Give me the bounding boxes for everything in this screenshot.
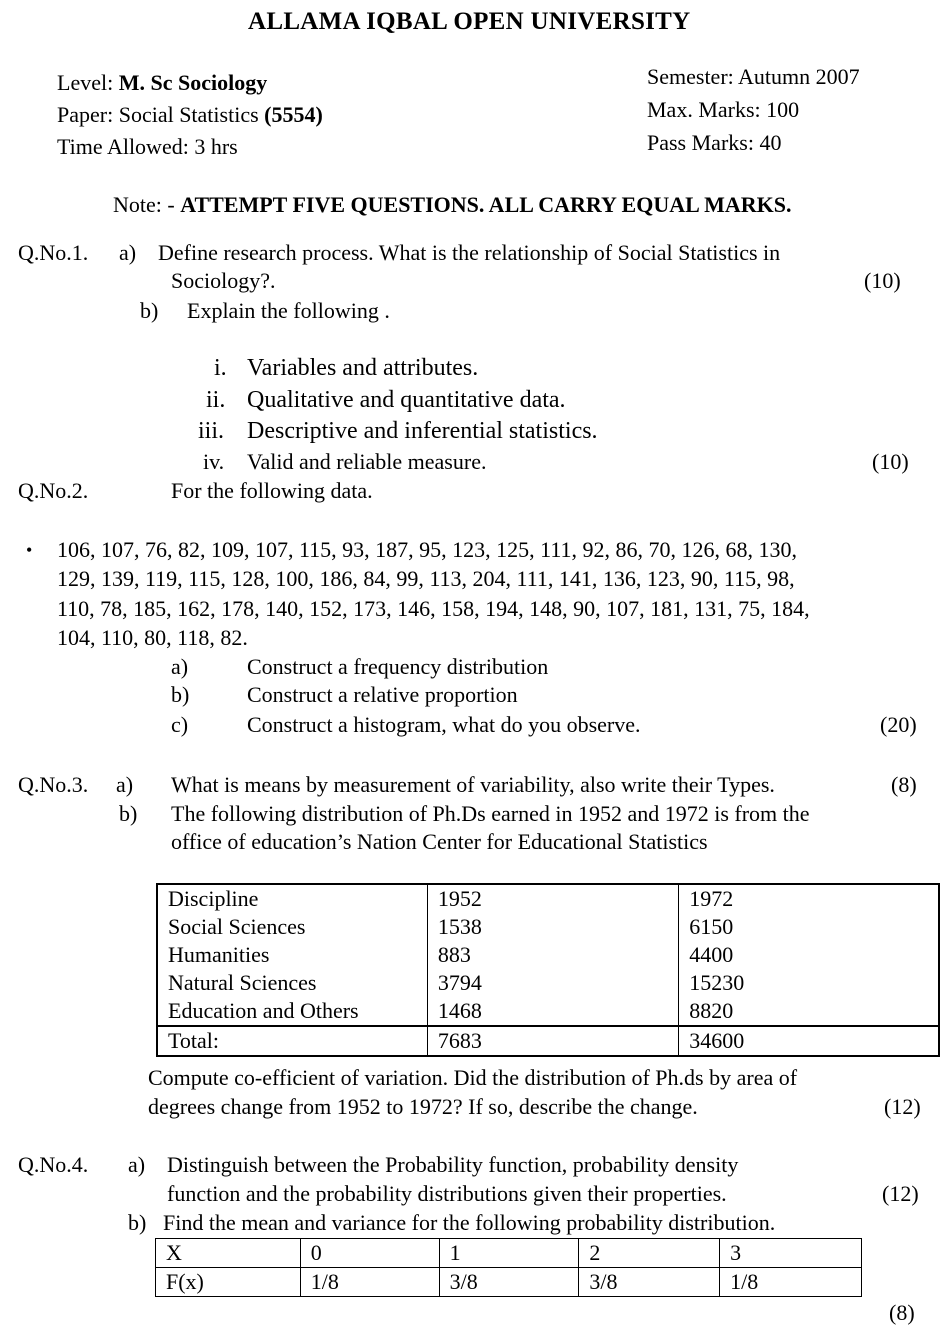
max-marks: Max. Marks: 100 xyxy=(647,97,800,122)
q4-number: Q.No.4. xyxy=(18,1152,89,1177)
q1-item-3-text: Descriptive and inferential statistics. xyxy=(247,418,598,444)
table-row xyxy=(157,969,939,997)
table-cell: 1/8 xyxy=(720,1268,862,1297)
university-title: ALLAMA IQBAL OPEN UNIVERSITY xyxy=(248,8,691,35)
q1-a-line2: Sociology?. xyxy=(171,268,276,293)
q4-a-line2: function and the probability distributions given their properties. xyxy=(167,1181,727,1206)
table-row xyxy=(156,1239,862,1268)
table-cell: 7683 xyxy=(427,1026,678,1056)
q3-number: Q.No.3. xyxy=(18,772,89,797)
q1-b-marks: (10) xyxy=(872,449,909,474)
paper-label: Paper: Social Statistics xyxy=(57,102,259,127)
q1-item-2-text: Qualitative and quantitative data. xyxy=(247,387,566,413)
table-cell: 883 xyxy=(427,941,678,969)
table-cell: 0 xyxy=(300,1239,439,1268)
note-label: Note: - xyxy=(113,192,175,217)
q3-b-line1: The following distribution of Ph.Ds earned in 1952 and 1972 is from the xyxy=(171,801,810,826)
q2-marks: (20) xyxy=(880,712,917,737)
table-cell: 34600 xyxy=(679,1026,939,1056)
paper-code: (5554) xyxy=(264,102,323,127)
q3-b-line2: office of education’s Nation Center for Educational Statistics xyxy=(171,829,708,854)
q2-number: Q.No.2. xyxy=(18,478,89,503)
q2-data-line-2: 129, 139, 119, 115, 128, 100, 186, 84, 99, 113, 204, 111, 141, 136, 123, 90, 115, 98, xyxy=(57,566,795,591)
q3-a-label: a) xyxy=(116,772,134,797)
table-cell: 3/8 xyxy=(579,1268,720,1297)
q1-b-text: Explain the following . xyxy=(187,298,390,323)
probability-table xyxy=(155,1238,862,1297)
table-row xyxy=(156,1268,862,1297)
table-cell: 1/8 xyxy=(300,1268,439,1297)
table-cell: 3/8 xyxy=(439,1268,579,1297)
table-cell: Social Sciences xyxy=(157,913,427,941)
table-row xyxy=(157,941,939,969)
q1-b-label: b) xyxy=(140,298,159,323)
q1-item-4-num: iv. xyxy=(203,449,225,474)
level-label: Level: xyxy=(57,70,114,95)
q3-a-marks: (8) xyxy=(891,772,917,797)
table-cell: 8820 xyxy=(679,997,939,1026)
q2-bullet: • xyxy=(26,540,33,560)
q2-part-b-text: Construct a relative proportion xyxy=(247,682,518,707)
table-cell: 4400 xyxy=(679,941,939,969)
q2-intro: For the following data. xyxy=(171,478,373,503)
q1-a-marks: (10) xyxy=(864,268,901,293)
table-total-row xyxy=(157,1026,939,1056)
table-cell: F(x) xyxy=(156,1268,301,1297)
q4-b-label: b) xyxy=(128,1210,147,1235)
q1-item-3-num: iii. xyxy=(198,418,225,444)
table-cell: Humanities xyxy=(157,941,427,969)
q3-b-label: b) xyxy=(119,801,138,826)
table-header-cell: 1972 xyxy=(679,884,939,913)
table-cell: 15230 xyxy=(679,969,939,997)
q2-part-b-label: b) xyxy=(171,682,190,707)
q3-b-marks: (12) xyxy=(884,1094,921,1119)
table-cell: X xyxy=(156,1239,301,1268)
table-cell: 1468 xyxy=(427,997,678,1026)
q3-after-line2: degrees change from 1952 to 1972? If so, describe the change. xyxy=(148,1094,698,1119)
q2-part-a-label: a) xyxy=(171,654,189,679)
table-cell: Total: xyxy=(157,1026,427,1056)
level-line xyxy=(57,70,267,96)
q3-after-line1: Compute co-efficient of variation. Did the distribution of Ph.ds by area of xyxy=(148,1065,798,1090)
q2-part-a-text: Construct a frequency distribution xyxy=(247,654,549,679)
note-line xyxy=(113,192,791,218)
q1-a-label: a) xyxy=(119,240,137,265)
note-text: ATTEMPT FIVE QUESTIONS. ALL CARRY EQUAL MARKS. xyxy=(180,192,792,217)
q4-b-text: Find the mean and variance for the following probability distribution. xyxy=(163,1210,776,1235)
table-row xyxy=(157,913,939,941)
q2-data-line-1: 106, 107, 76, 82, 109, 107, 115, 93, 187, 95, 123, 125, 111, 92, 86, 70, 126, 68, 130, xyxy=(57,537,798,562)
table-cell: Education and Others xyxy=(157,997,427,1026)
pass-marks: Pass Marks: 40 xyxy=(647,130,782,155)
q4-a-line1: Distinguish between the Probability function, probability density xyxy=(167,1152,739,1177)
table-header-cell: Discipline xyxy=(157,884,427,913)
q1-item-1-text: Variables and attributes. xyxy=(247,355,479,381)
q2-part-c-text: Construct a histogram, what do you observe. xyxy=(247,712,641,737)
table-row xyxy=(157,997,939,1026)
q1-item-1-num: i. xyxy=(214,355,227,381)
table-cell: 2 xyxy=(579,1239,720,1268)
level-value: M. Sc Sociology xyxy=(118,70,268,95)
q2-data-line-3: 110, 78, 185, 162, 178, 140, 152, 173, 146, 158, 194, 148, 90, 107, 181, 131, 75, 184, xyxy=(57,596,810,621)
q1-item-2-num: ii. xyxy=(206,387,226,413)
table-cell: 3794 xyxy=(427,969,678,997)
q2-part-c-label: c) xyxy=(171,712,189,737)
q1-item-4-text: Valid and reliable measure. xyxy=(247,449,487,474)
table-cell: 1 xyxy=(439,1239,579,1268)
table-header-cell: 1952 xyxy=(427,884,678,913)
paper-line xyxy=(57,102,323,128)
q4-a-label: a) xyxy=(128,1152,146,1177)
table-cell: Natural Sciences xyxy=(157,969,427,997)
phd-table xyxy=(156,883,940,1057)
q4-b-marks: (8) xyxy=(889,1300,915,1325)
q4-a-marks: (12) xyxy=(882,1181,919,1206)
q2-data-line-4: 104, 110, 80, 118, 82. xyxy=(57,625,248,650)
q3-a-text: What is means by measurement of variability, also write their Types. xyxy=(171,772,775,797)
q1-a-line1: Define research process. What is the relationship of Social Statistics in xyxy=(158,240,781,265)
phd-table-header xyxy=(157,884,939,913)
q1-number: Q.No.1. xyxy=(18,240,89,265)
time-allowed: Time Allowed: 3 hrs xyxy=(57,134,238,159)
table-cell: 6150 xyxy=(679,913,939,941)
table-cell: 1538 xyxy=(427,913,678,941)
semester: Semester: Autumn 2007 xyxy=(647,64,860,89)
table-cell: 3 xyxy=(720,1239,862,1268)
